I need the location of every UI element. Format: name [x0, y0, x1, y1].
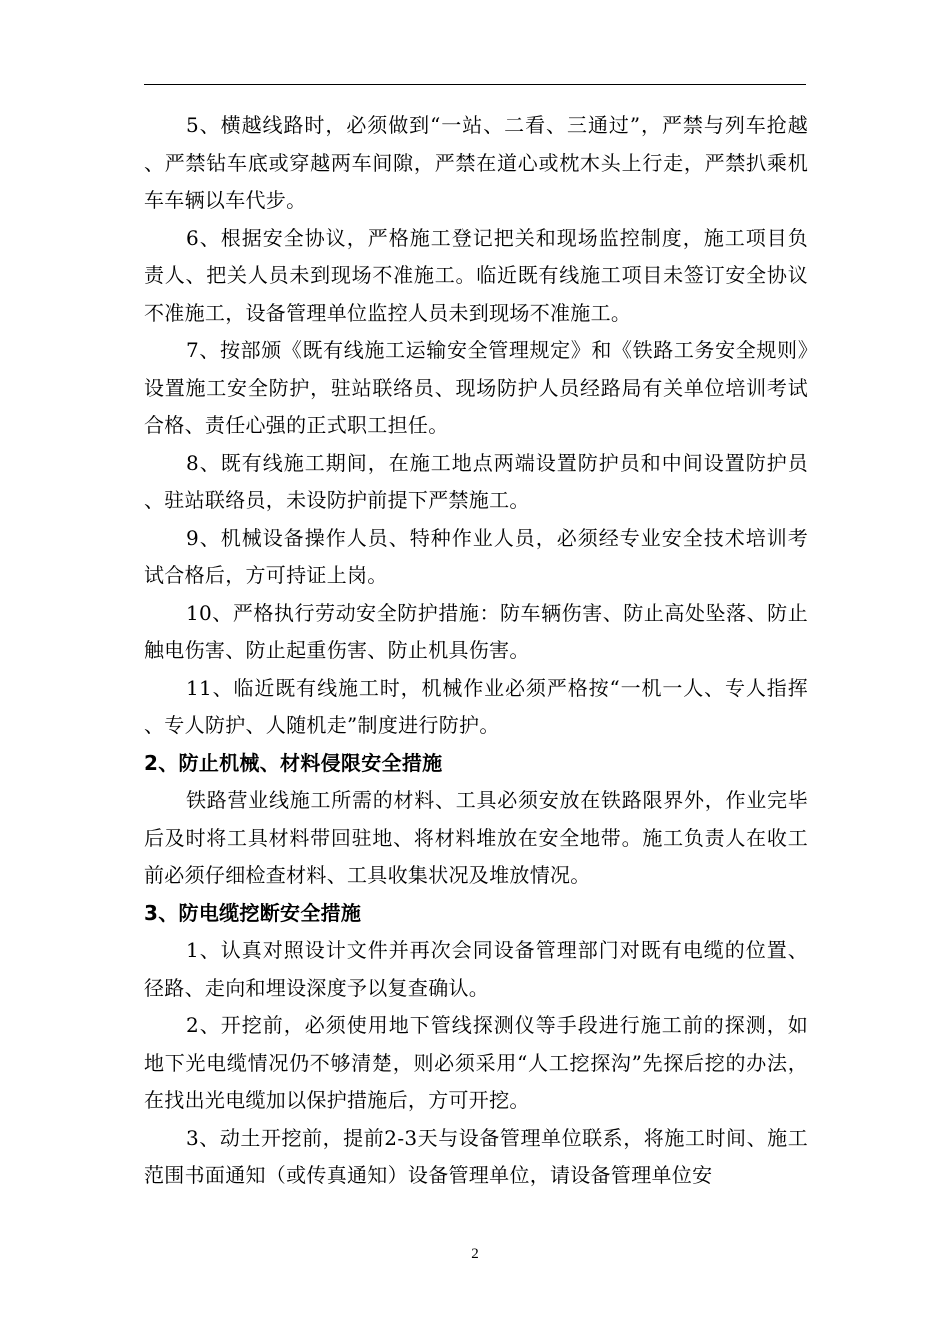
paragraph-item-11: 11、临近既有线施工时，机械作业必须严格按“一机一人、专人指挥、专人防护、人随机走”制度进行防护。 [144, 675, 808, 737]
section-2-paragraph: 铁路营业线施工所需的材料、工具必须安放在铁路限界外，作业完毕后及时将工具材料带回驻地、将材料堆放在安全地带。施工负责人在收工前必须仔细检查材料、工具收集状况及堆放情况。 [144, 788, 808, 887]
paragraph-item-8: 8、既有线施工期间，在施工地点两端设置防护员和中间设置防护员、驻站联络员，未设防护前提下严禁施工。 [144, 450, 808, 512]
section-3-heading: 3、防电缆挖断安全措施 [144, 900, 362, 925]
section-2-heading: 2、防止机械、材料侵限安全措施 [144, 750, 443, 775]
page-number: 2 [471, 1246, 479, 1262]
section-3-paragraph-1: 1、认真对照设计文件并再次会同设备管理部门对既有电缆的位置、径路、走向和埋设深度予以复查确认。 [144, 938, 808, 1000]
paragraph-item-9: 9、机械设备操作人员、特种作业人员，必须经专业安全技术培训考试合格后，方可持证上岗。 [144, 525, 808, 587]
document-body [144, 107, 808, 1195]
header-rule [144, 84, 806, 85]
paragraph-item-10: 10、严格执行劳动安全防护措施：防车辆伤害、防止高处坠落、防止触电伤害、防止起重伤害、防止机具伤害。 [144, 600, 808, 662]
section-3-paragraph-3: 3、动土开挖前，提前2-3天与设备管理单位联系，将施工时间、施工范围书面通知（或传真通知）设备管理单位，请设备管理单位安 [144, 1125, 808, 1187]
paragraph-item-5: 5、横越线路时，必须做到“一站、二看、三通过”，严禁与列车抢越、严禁钻车底或穿越两车间隙，严禁在道心或枕木头上行走，严禁扒乘机车车辆以车代步。 [144, 113, 808, 212]
paragraph-item-6: 6、根据安全协议，严格施工登记把关和现场监控制度，施工项目负责人、把关人员未到现场不准施工。临近既有线施工项目未签订安全协议不准施工，设备管理单位监控人员未到现场不准施工。 [144, 225, 808, 325]
paragraph-item-7: 7、按部颁《既有线施工运输安全管理规定》和《铁路工务安全规则》设置施工安全防护，驻站联络员、现场防护人员经路局有关单位培训考试合格、责任心强的正式职工担任。 [144, 338, 808, 437]
section-3-paragraph-2: 2、开挖前，必须使用地下管线探测仪等手段进行施工前的探测，如地下光电缆情况仍不够清楚，则必须采用“人工挖探沟”先探后挖的办法，在找出光电缆加以保护措施后，方可开挖。 [144, 1013, 808, 1112]
